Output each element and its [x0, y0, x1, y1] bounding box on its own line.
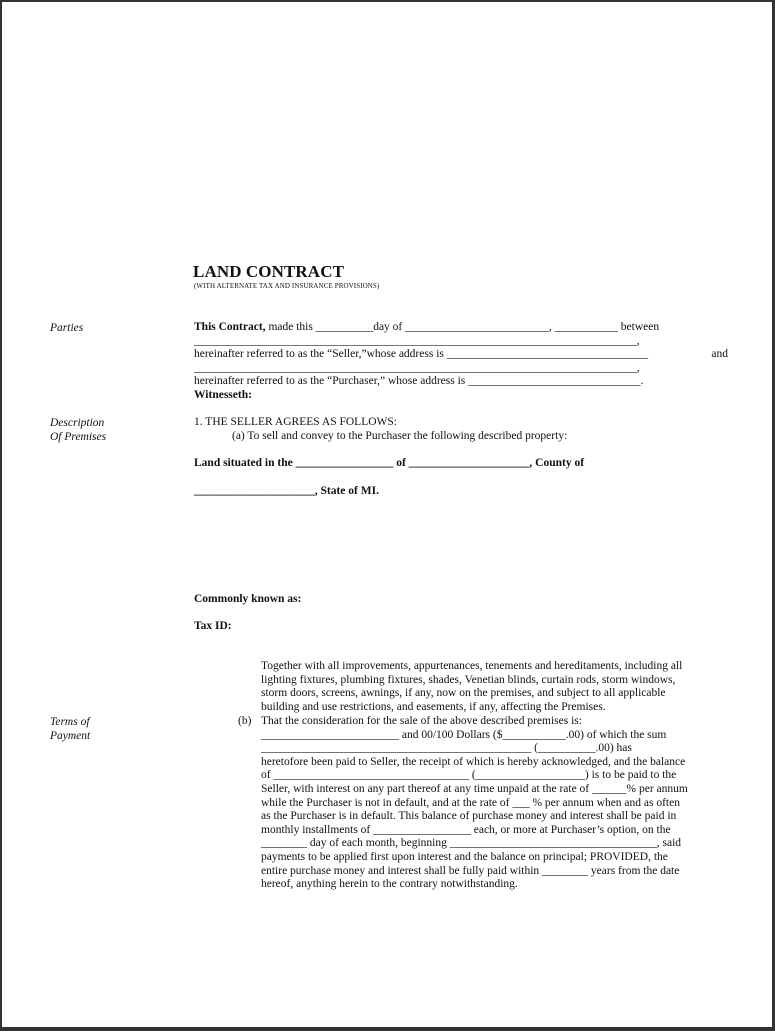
margin-label-parties: Parties [50, 322, 84, 334]
item-b-label: (b) [238, 715, 252, 727]
item-a: (a) To sell and convey to the Purchaser the following described property: [232, 430, 568, 442]
parties-line-1 [194, 321, 659, 333]
terms-line: _______________________________________________ (__________.00) has [261, 742, 632, 755]
land-situated-line: Land situated in the _________________ of _____________________, County of [194, 457, 585, 469]
parties-line-2: _____________________________________________________________________________, [194, 335, 640, 347]
terms-line: heretofore been paid to Seller, the receipt of which is hereby acknowledged, and the balance [261, 755, 686, 768]
terms-line: of __________________________________ (___________________) is to be paid to the [261, 769, 677, 782]
margin-label-description: Description [50, 417, 105, 429]
document-title: LAND CONTRACT [193, 262, 345, 281]
parties-line-5: hereinafter referred to as the “Purchaser,” whose address is ______________________________. [194, 375, 644, 387]
seller-address-text: hereinafter referred to as the “Seller,”whose address is ___________________________________ [194, 348, 648, 360]
seller-and-text: and [711, 348, 728, 360]
terms-line: entire purchase money and interest shall be fully paid within ________ years from the date [261, 864, 680, 877]
commonly-known-label: Commonly known as: [194, 593, 302, 605]
parties-line-3 [194, 348, 728, 360]
terms-line: Seller, with interest on any part thereof at any time unpaid at the rate of ______% per annum [261, 782, 688, 795]
improvements-line: building and use restrictions, and easements, if any, affecting the Premises. [261, 700, 606, 713]
section-1-heading: 1. THE SELLER AGREES AS FOLLOWS: [194, 416, 397, 428]
terms-line: monthly installments of _________________ each, or more at Purchaser’s option, on the [261, 823, 671, 836]
terms-line: ________________________ and 00/100 Dollars ($___________.00) of which the sum [261, 728, 667, 741]
margin-label-of-premises: Of Premises [50, 431, 107, 443]
parties-line-1-text: made this __________day of _________________________, ___________ between [265, 321, 660, 333]
tax-id-label: Tax ID: [194, 620, 232, 632]
improvements-paragraph [261, 660, 682, 714]
state-line: _____________________, State of MI. [194, 485, 379, 497]
terms-line: That the consideration for the sale of the above described premises is: [261, 715, 582, 727]
this-contract-lead: This Contract, [194, 321, 266, 333]
terms-paragraph [261, 715, 688, 892]
terms-line: while the Purchaser is not in default, and at the rate of ___ % per annum when and as often [261, 796, 680, 809]
margin-label-payment: Payment [50, 730, 91, 742]
document-subtitle: (WITH ALTERNATE TAX AND INSURANCE PROVISIONS) [194, 282, 380, 290]
terms-line: ________ day of each month, beginning ____________________________________, said [261, 837, 682, 850]
margin-label-terms: Terms of [50, 716, 90, 728]
terms-line: payments to be applied first upon interest and the balance on principal; PROVIDED, the [261, 850, 668, 863]
improvements-line: Together with all improvements, appurtenances, tenements and hereditaments, including all [261, 660, 683, 672]
improvements-line: lighting fixtures, plumbing fixtures, shades, Venetian blinds, curtain rods, storm windows, [261, 673, 676, 686]
terms-line: as the Purchaser is in default. This balance of purchase money and interest shall be paid in [261, 810, 677, 823]
parties-line-4: _____________________________________________________________________________, [194, 362, 640, 374]
improvements-line: storm doors, screens, awnings, if any, now on the premises, and subject to all applicable [261, 687, 666, 700]
witnesseth: Witnesseth: [194, 389, 252, 401]
terms-line: hereof, anything herein to the contrary notwithstanding. [261, 878, 518, 891]
